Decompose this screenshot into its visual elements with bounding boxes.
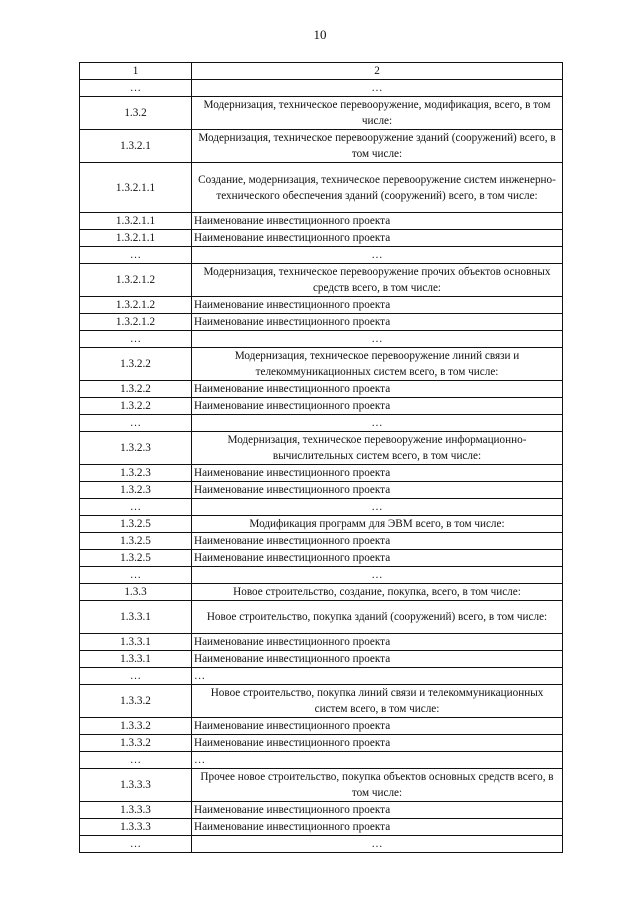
row-description-cell: Наименование инвестиционного проекта (192, 802, 563, 819)
row-description-cell: Новое строительство, покупка линий связи и телекоммуникационных систем всего, в том числе: (192, 685, 563, 718)
row-number-cell: 1.3.3.2 (80, 735, 192, 752)
row-description-cell: Наименование инвестиционного проекта (192, 735, 563, 752)
table-row (80, 415, 563, 432)
row-description-cell: Новое строительство, покупка зданий (сооружений) всего, в том числе: (192, 601, 563, 634)
row-description-cell: … (192, 836, 563, 853)
row-description-cell: Наименование инвестиционного проекта (192, 314, 563, 331)
row-number-cell: … (80, 752, 192, 769)
table-row (80, 769, 563, 802)
table-row (80, 381, 563, 398)
row-description-cell: … (192, 567, 563, 584)
table-row (80, 163, 563, 213)
row-description-cell: Наименование инвестиционного проекта (192, 381, 563, 398)
row-number-cell: 1.3.3.2 (80, 685, 192, 718)
row-description-cell: Наименование инвестиционного проекта (192, 230, 563, 247)
row-number-cell: 1.3.2.5 (80, 533, 192, 550)
row-number-cell: 1.3.3.2 (80, 718, 192, 735)
row-description-cell: Наименование инвестиционного проекта (192, 718, 563, 735)
row-number-cell: … (80, 331, 192, 348)
row-description-cell: … (192, 247, 563, 264)
table-row (80, 398, 563, 415)
table-row (80, 735, 563, 752)
row-description-cell: Прочее новое строительство, покупка объектов основных средств всего, в том числе: (192, 769, 563, 802)
table-row (80, 482, 563, 499)
row-description-cell: Наименование инвестиционного проекта (192, 213, 563, 230)
row-description-cell: Наименование инвестиционного проекта (192, 651, 563, 668)
row-number-cell: … (80, 836, 192, 853)
row-description-cell: Модернизация, техническое перевооружение информационно-вычислительных систем всего, в том числе: (192, 432, 563, 465)
table-row (80, 584, 563, 601)
row-description-cell: Модернизация, техническое перевооружение зданий (сооружений) всего, в том числе: (192, 130, 563, 163)
row-description-cell: … (192, 499, 563, 516)
row-description-cell: Наименование инвестиционного проекта (192, 550, 563, 567)
row-number-cell: 1.3.2.1.2 (80, 264, 192, 297)
table-row (80, 685, 563, 718)
table-row (80, 550, 563, 567)
table-row (80, 331, 563, 348)
row-description-cell: Модернизация, техническое перевооружение, модификация, всего, в том числе: (192, 97, 563, 130)
row-number-cell: 1.3.2.3 (80, 432, 192, 465)
row-description-cell: Наименование инвестиционного проекта (192, 297, 563, 314)
row-number-cell: 1.3.3.1 (80, 601, 192, 634)
row-description-cell: Наименование инвестиционного проекта (192, 533, 563, 550)
row-number-cell: 1.3.3.1 (80, 634, 192, 651)
row-description-cell: Модернизация, техническое перевооружение прочих объектов основных средств всего, в том числе: (192, 264, 563, 297)
table-row (80, 718, 563, 735)
table-row (80, 567, 563, 584)
page-number: 10 (313, 27, 327, 42)
table-row (80, 533, 563, 550)
table-row (80, 668, 563, 685)
table-row (80, 213, 563, 230)
row-number-cell: 1.3.2.5 (80, 516, 192, 533)
row-description-cell: Наименование инвестиционного проекта (192, 398, 563, 415)
column-header-1: 1 (80, 63, 192, 80)
table-row (80, 247, 563, 264)
table-row (80, 819, 563, 836)
row-number-cell: 1.3.3.3 (80, 819, 192, 836)
table-row (80, 264, 563, 297)
row-number-cell: 1.3.2.1 (80, 130, 192, 163)
table-row (80, 432, 563, 465)
table-row (80, 314, 563, 331)
row-number-cell: 1.3.2.1.2 (80, 314, 192, 331)
row-number-cell: 1.3.3.3 (80, 802, 192, 819)
row-number-cell: 1.3.2.1.1 (80, 230, 192, 247)
table-row (80, 499, 563, 516)
table-header-row (80, 63, 563, 80)
table-row (80, 348, 563, 381)
row-number-cell: … (80, 415, 192, 432)
row-description-cell: … (192, 80, 563, 97)
investment-table (79, 62, 563, 853)
row-number-cell: 1.3.2 (80, 97, 192, 130)
row-number-cell: 1.3.2.5 (80, 550, 192, 567)
row-number-cell: 1.3.3.3 (80, 769, 192, 802)
row-description-cell: Модернизация, техническое перевооружение линий связи и телекоммуникационных систем всего, в том числе: (192, 348, 563, 381)
row-description-cell: Создание, модернизация, техническое перевооружение систем инженерно-технического обеспечения зданий (сооружений) всего, в том числе: (192, 163, 563, 213)
table-row (80, 230, 563, 247)
table-row (80, 752, 563, 769)
row-number-cell: … (80, 80, 192, 97)
row-description-cell: … (192, 331, 563, 348)
row-number-cell: 1.3.2.3 (80, 465, 192, 482)
row-number-cell: 1.3.2.2 (80, 348, 192, 381)
row-number-cell: 1.3.2.1.1 (80, 213, 192, 230)
row-number-cell: … (80, 247, 192, 264)
row-description-cell: … (192, 415, 563, 432)
table-row (80, 297, 563, 314)
table-row (80, 465, 563, 482)
row-description-cell: Наименование инвестиционного проекта (192, 465, 563, 482)
row-number-cell: … (80, 668, 192, 685)
table-row (80, 836, 563, 853)
row-number-cell: 1.3.2.1.2 (80, 297, 192, 314)
table-row (80, 80, 563, 97)
table-row (80, 516, 563, 533)
row-number-cell: 1.3.2.3 (80, 482, 192, 499)
row-number-cell: … (80, 567, 192, 584)
row-description-cell: Модификация программ для ЭВМ всего, в том числе: (192, 516, 563, 533)
row-number-cell: 1.3.3 (80, 584, 192, 601)
row-description-cell: Новое строительство, создание, покупка, всего, в том числе: (192, 584, 563, 601)
row-number-cell: 1.3.3.1 (80, 651, 192, 668)
table-row (80, 97, 563, 130)
table-row (80, 130, 563, 163)
table-row (80, 651, 563, 668)
row-number-cell: 1.3.2.2 (80, 398, 192, 415)
row-number-cell: 1.3.2.2 (80, 381, 192, 398)
table-row (80, 601, 563, 634)
row-number-cell: … (80, 499, 192, 516)
row-description-cell: Наименование инвестиционного проекта (192, 634, 563, 651)
table-row (80, 802, 563, 819)
row-number-cell: 1.3.2.1.1 (80, 163, 192, 213)
row-description-cell: Наименование инвестиционного проекта (192, 482, 563, 499)
row-description-cell: … (192, 752, 563, 769)
row-description-cell: … (192, 668, 563, 685)
column-header-2: 2 (192, 63, 563, 80)
table-row (80, 634, 563, 651)
row-description-cell: Наименование инвестиционного проекта (192, 819, 563, 836)
